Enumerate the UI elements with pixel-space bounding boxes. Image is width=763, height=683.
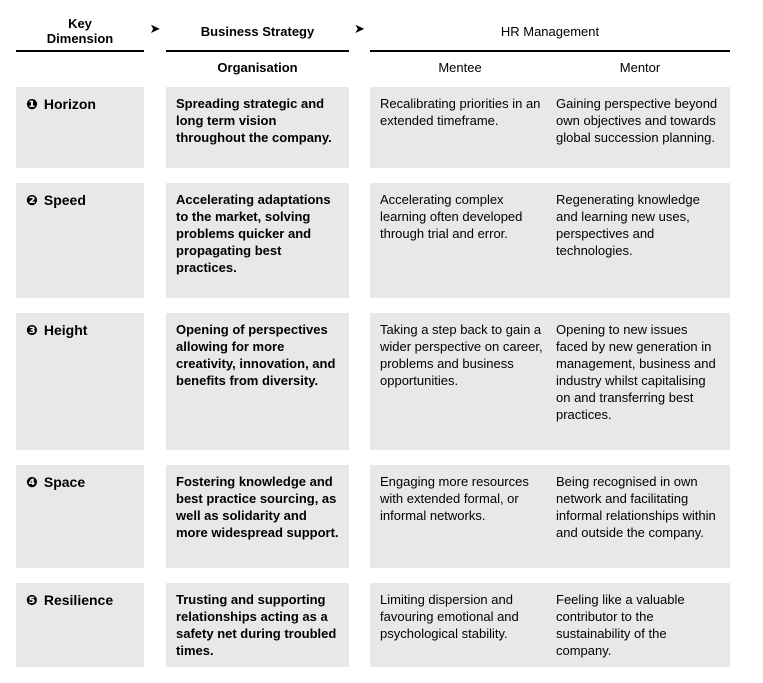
dimension-label: Speed <box>43 192 86 208</box>
header-hr-management: HR Management <box>370 12 730 52</box>
organisation-cell: Opening of perspectives allowing for more creativity, innovation, and benefits from diversity. <box>166 313 349 450</box>
subheader-organisation: Organisation <box>217 59 298 75</box>
row-number-badge: ❶ <box>26 96 38 112</box>
subheader-mentor: Mentor <box>619 59 661 75</box>
subheader-hr-group <box>370 56 730 78</box>
mentor-cell: Being recognised in own network and facilitating informal relationships within and outside the company. <box>556 474 716 540</box>
dimension-label: Resilience <box>43 592 114 608</box>
mentee-cell: Engaging more resources with extended formal, or informal networks. <box>380 474 529 523</box>
organisation-cell: Fostering knowledge and best practice sourcing, as well as solidarity and more widespread support. <box>166 465 349 568</box>
dimension-label: Height <box>43 322 88 338</box>
dimension-cell <box>16 87 144 168</box>
organisation-cell: Trusting and supporting relationships acting as a safety net during troubled times. <box>166 583 349 667</box>
table-row-resilience <box>16 583 746 667</box>
subheader-empty <box>16 56 144 78</box>
mentee-cell: Recalibrating priorities in an extended timeframe. <box>380 96 541 128</box>
mentor-cell: Opening to new issues faced by new generation in management, business and industry whilst capitalising on and transferring best practices. <box>556 322 716 422</box>
row-number-badge: ❸ <box>26 322 38 338</box>
arrow-right-icon: ➤ <box>354 21 365 36</box>
subheader-row <box>16 56 746 78</box>
header-key-dimension <box>16 12 144 52</box>
organisation-cell: Spreading strategic and long term vision throughout the company. <box>166 87 349 168</box>
mentee-cell: Limiting dispersion and favouring emotional and psychological stability. <box>380 592 519 641</box>
dimension-label: Space <box>43 474 86 490</box>
row-number-badge: ❺ <box>26 592 38 608</box>
dimensions-table <box>16 12 746 682</box>
dimension-cell <box>16 583 144 667</box>
hr-management-cell <box>370 313 730 450</box>
organisation-cell: Accelerating adaptations to the market, solving problems quicker and propagating best practices. <box>166 183 349 298</box>
header-business-strategy: Business Strategy <box>166 12 349 52</box>
table-row-speed <box>16 183 746 298</box>
table-row-horizon <box>16 87 746 168</box>
mentor-cell: Regenerating knowledge and learning new uses, perspectives and technologies. <box>556 192 700 258</box>
table-row-height <box>16 313 746 450</box>
dimension-cell <box>16 313 144 450</box>
hr-management-cell <box>370 465 730 568</box>
table-row-space <box>16 465 746 568</box>
dimension-cell <box>16 465 144 568</box>
hr-management-cell <box>370 583 730 667</box>
mentee-cell: Accelerating complex learning often developed through trial and error. <box>380 192 523 241</box>
mentor-cell: Gaining perspective beyond own objectives and towards global succession planning. <box>556 96 718 145</box>
mentor-cell: Feeling like a valuable contributor to the sustainability of the company. <box>556 592 685 658</box>
dimension-label: Horizon <box>43 96 96 112</box>
dimension-cell <box>16 183 144 298</box>
hr-management-cell <box>370 183 730 298</box>
subheader-mentee: Mentee <box>438 59 482 75</box>
header-key-dimension-label: Key Dimension <box>46 16 114 46</box>
hr-management-cell <box>370 87 730 168</box>
row-number-badge: ❷ <box>26 192 38 208</box>
mentee-cell: Taking a step back to gain a wider perspective on career, problems and business opportunities. <box>380 322 543 388</box>
row-number-badge: ❹ <box>26 474 38 490</box>
arrow-right-icon: ➤ <box>149 21 161 36</box>
header-row <box>16 12 746 52</box>
